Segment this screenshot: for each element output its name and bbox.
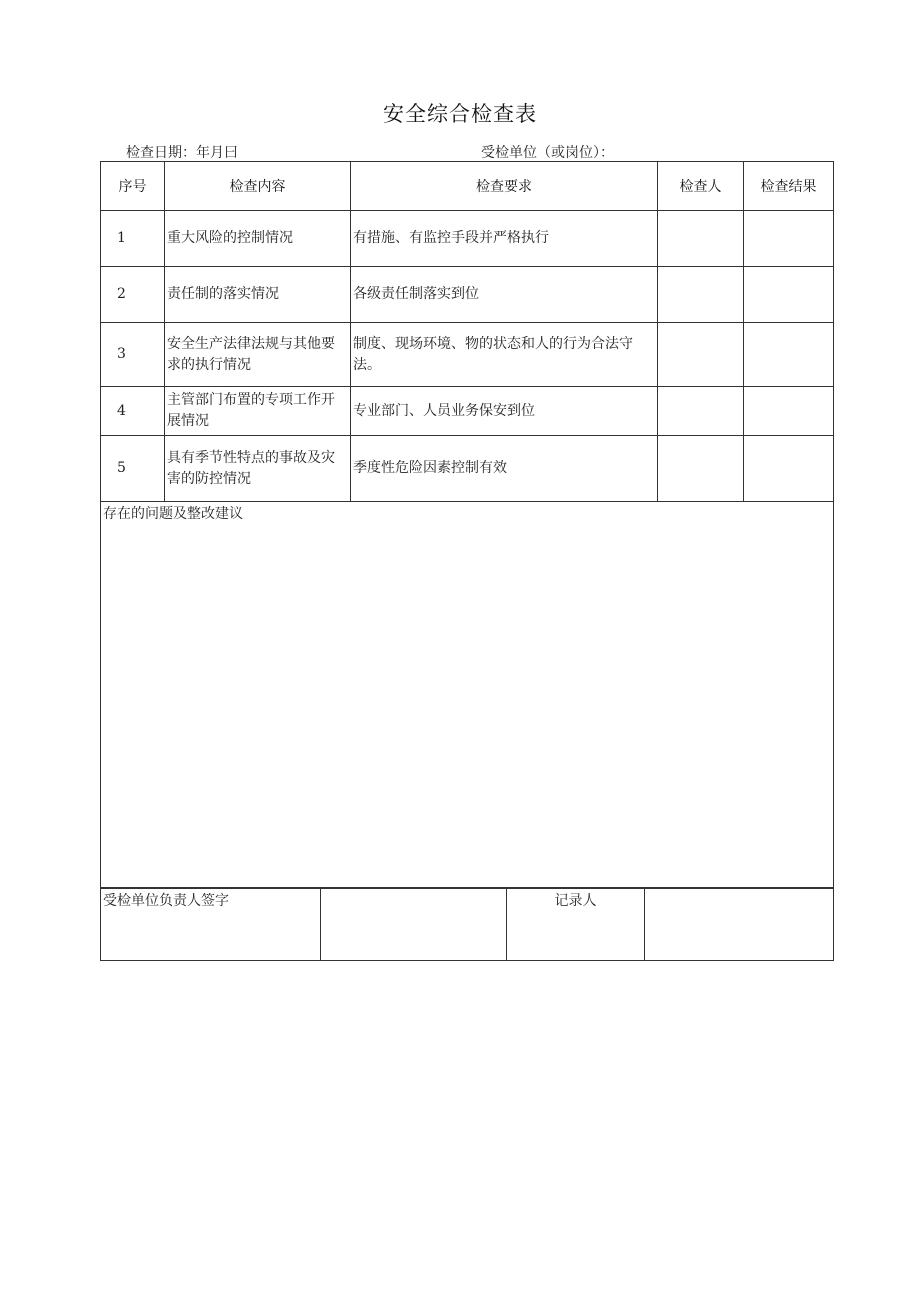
recorder-label: 记录人 (507, 888, 645, 961)
row-number: 3 (101, 323, 165, 387)
column-header-requirement: 检查要求 (351, 162, 658, 211)
row-requirement: 制度、现场环境、物的状态和人的行为合法守法。 (351, 323, 658, 387)
row-content: 安全生产法律法规与其他要求的执行情况 (165, 323, 351, 387)
unit-head-signature-field[interactable] (321, 888, 507, 961)
row-number: 5 (101, 436, 165, 502)
inspection-date-label: 检查日期：年月曰 (126, 145, 238, 161)
page-title: 安全综合检查表 (383, 102, 537, 126)
row-inspector-cell[interactable] (658, 267, 744, 323)
row-content: 重大风险的控制情况 (165, 211, 351, 267)
signature-table (100, 887, 834, 961)
issues-label: 存在的问题及整改建议 (103, 506, 243, 522)
row-inspector-cell[interactable] (658, 211, 744, 267)
inspection-table (100, 161, 834, 889)
row-result-cell[interactable] (744, 323, 834, 387)
table-row (101, 436, 834, 502)
issues-row (101, 502, 834, 889)
table-row (101, 267, 834, 323)
row-result-cell[interactable] (744, 387, 834, 436)
row-number: 4 (101, 387, 165, 436)
row-requirement: 各级责任制落实到位 (351, 267, 658, 323)
table-row (101, 387, 834, 436)
row-requirement: 专业部门、人员业务保安到位 (351, 387, 658, 436)
row-inspector-cell[interactable] (658, 387, 744, 436)
row-content: 具有季节性特点的事故及灾害的防控情况 (165, 436, 351, 502)
row-inspector-cell[interactable] (658, 323, 744, 387)
row-requirement: 季度性危险因素控制有效 (351, 436, 658, 502)
row-result-cell[interactable] (744, 436, 834, 502)
inspected-unit-label: 受检单位（或岗位）： (481, 145, 614, 161)
row-content: 责任制的落实情况 (165, 267, 351, 323)
column-header-no: 序号 (101, 162, 165, 211)
row-number: 1 (101, 211, 165, 267)
table-row (101, 211, 834, 267)
column-header-content: 检查内容 (165, 162, 351, 211)
signature-row (101, 888, 834, 961)
issues-and-suggestions-cell[interactable] (101, 502, 834, 889)
row-result-cell[interactable] (744, 267, 834, 323)
column-header-inspector: 检查人 (658, 162, 744, 211)
row-result-cell[interactable] (744, 211, 834, 267)
recorder-field[interactable] (645, 888, 834, 961)
row-content: 主管部门布置的专项工作开展情况 (165, 387, 351, 436)
row-number: 2 (101, 267, 165, 323)
table-row (101, 323, 834, 387)
unit-head-signature-label: 受检单位负责人签字 (101, 888, 321, 961)
table-header-row (101, 162, 834, 211)
row-requirement: 有措施、有监控手段并严格执行 (351, 211, 658, 267)
column-header-result: 检查结果 (744, 162, 834, 211)
row-inspector-cell[interactable] (658, 436, 744, 502)
